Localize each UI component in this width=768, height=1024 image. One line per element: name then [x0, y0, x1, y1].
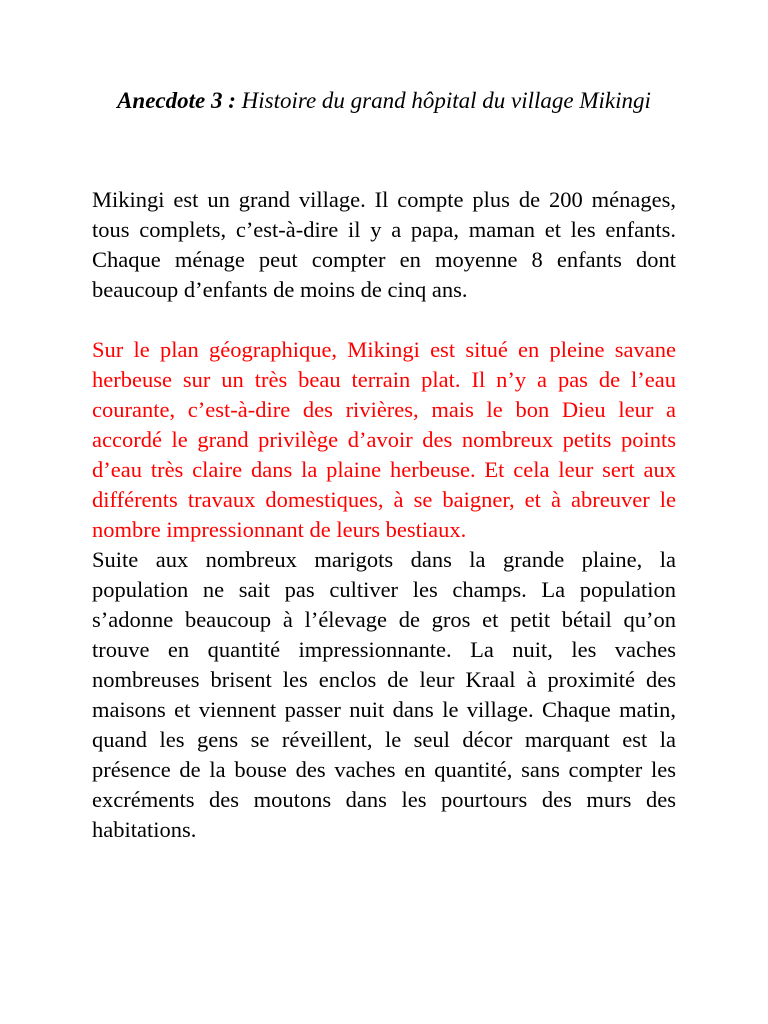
- title-text: Histoire du grand hôpital du village Mikingi: [241, 88, 651, 113]
- paragraph-geography: Sur le plan géographique, Mikingi est situé en pleine savane herbeuse sur un très beau terrain plat. Il n’y a pas de l’eau courante, c’est-à-dire des rivières, mais le bon Dieu leur a accordé le grand privilège d’avoir des nombreux petits points d’eau très claire dans la plaine herbeuse. Et cela leur sert aux différents travaux domestiques, à se baigner, et à abreuver le nombre impressionnant de leurs bestiaux.: [92, 337, 676, 542]
- title-label: Anecdote 3 :: [117, 88, 236, 113]
- paragraph-livestock: Suite aux nombreux marigots dans la grande plaine, la population ne sait pas cultiver les champs. La population s’adonne beaucoup à l’élevage de gros et petit bétail qu’on trouve en quantité impressionnante. La nuit, les vaches nombreuses brisent les enclos de leur Kraal à proximité des maisons et viennent passer nuit dans le village. Chaque matin, quand les gens se réveillent, le seul décor marquant est la présence de la bouse des vaches en quantité, sans compter les excréments des moutons dans les pourtours des murs des habitations.: [92, 547, 676, 842]
- document-title: [92, 86, 676, 116]
- document-body: [92, 185, 676, 845]
- paragraph-intro: Mikingi est un grand village. Il compte plus de 200 ménages, tous complets, c’est-à-dire il y a papa, maman et les enfants. Chaque ménage peut compter en moyenne 8 enfants dont beaucoup d’enfants de moins de cinq ans.: [92, 187, 676, 302]
